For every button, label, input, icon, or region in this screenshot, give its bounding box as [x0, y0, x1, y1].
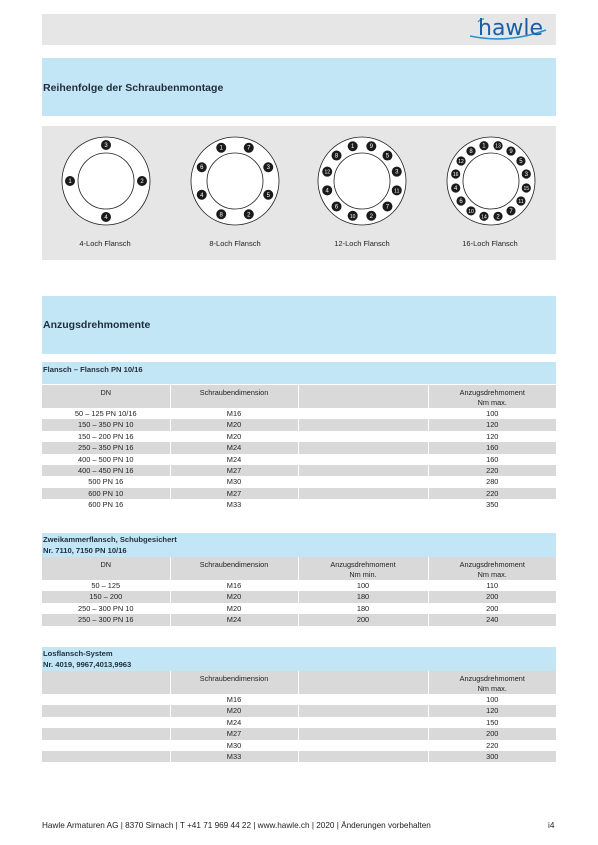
table-cell — [298, 431, 428, 442]
table-cell: 180 — [298, 603, 428, 614]
bolt-number: 5 — [519, 158, 523, 165]
table-cell: 220 — [428, 488, 556, 499]
torque-table-flange — [42, 385, 556, 511]
table-cell: 500 PN 16 — [42, 476, 170, 487]
bolt-number: 4 — [325, 188, 329, 195]
table-row — [42, 454, 556, 465]
table-cell: 110 — [428, 580, 556, 591]
table-row — [42, 488, 556, 499]
table-cell: 50 – 125 — [42, 580, 170, 591]
table-row — [42, 580, 556, 591]
bolt-number: 6 — [459, 199, 463, 206]
bolt-number: 8 — [219, 212, 223, 219]
table-cell: M27 — [170, 728, 298, 739]
table-cell: M20 — [170, 431, 298, 442]
table-row — [42, 465, 556, 476]
bolt-number: 7 — [385, 204, 390, 211]
bolt-number: 9 — [509, 149, 513, 156]
hawle-logo — [468, 16, 550, 42]
bolt-number: 3 — [266, 165, 270, 172]
table-cell — [42, 751, 170, 762]
bolt-number: 2 — [247, 212, 251, 219]
bolt-number: 16 — [452, 171, 459, 178]
table-cell: 240 — [428, 614, 556, 625]
bolt-number: 6 — [200, 165, 204, 172]
table-cell: 400 – 500 PN 10 — [42, 454, 170, 465]
flange-diagrams-panel — [42, 126, 556, 260]
table-cell: 100 — [428, 694, 556, 705]
table-cell: M20 — [170, 705, 298, 716]
table-cell: 150 – 200 PN 16 — [42, 431, 170, 442]
table1-title: Flansch – Flansch PN 10/16 — [43, 365, 143, 374]
table2-title-band — [42, 533, 556, 557]
bolt-number: 6 — [334, 204, 339, 211]
table-cell — [42, 740, 170, 751]
bolt-number: 12 — [324, 169, 331, 176]
table-cell: M24 — [170, 614, 298, 625]
column-header: Anzugsdrehmoment Nm min. — [298, 557, 428, 580]
table-cell: 160 — [428, 454, 556, 465]
table-cell — [42, 694, 170, 705]
column-header: Schraubendimension — [170, 385, 298, 408]
bolt-number: 1 — [219, 145, 223, 152]
footer-text: Hawle Armaturen AG | 8370 Sirnach | T +41 71 969 44 22 | www.hawle.ch | 2020 | Änderungen vorbehalten — [42, 821, 431, 830]
table-cell: 220 — [428, 740, 556, 751]
table-row — [42, 717, 556, 728]
header-bar — [42, 14, 556, 45]
logo-text: hawle — [478, 16, 544, 41]
table-cell: M16 — [170, 580, 298, 591]
table-cell: 50 – 125 PN 10/16 — [42, 408, 170, 419]
bolt-number: 4 — [104, 215, 108, 221]
page-number: i4 — [548, 821, 555, 830]
flange-diagram — [191, 137, 279, 225]
bolt-number: 1 — [68, 179, 72, 185]
table-row — [42, 476, 556, 487]
bolt-number: 7 — [247, 145, 251, 152]
table-cell: 150 — [428, 717, 556, 728]
table-cell: 150 – 200 — [42, 591, 170, 602]
bolt-number: 14 — [481, 214, 487, 221]
table3-title — [43, 648, 131, 670]
table-cell: 100 — [298, 580, 428, 591]
table1-title-band — [42, 362, 556, 384]
table-cell — [298, 442, 428, 453]
table-cell: 200 — [298, 614, 428, 625]
table-cell: 250 – 350 PN 16 — [42, 442, 170, 453]
section-title: Reihenfolge der Schraubenmontage — [43, 82, 224, 94]
flange-bore — [78, 153, 134, 209]
table-cell: M24 — [170, 442, 298, 453]
table-cell — [298, 705, 428, 716]
table-cell: M24 — [170, 454, 298, 465]
torque-table-double-chamber — [42, 557, 556, 626]
bolt-number: 5 — [385, 153, 390, 160]
column-header: Schraubendimension — [170, 671, 298, 694]
section-title: Anzugsdrehmomente — [43, 319, 151, 331]
bolt-number: 7 — [509, 208, 513, 215]
table-cell: 350 — [428, 499, 556, 510]
table-row — [42, 705, 556, 716]
table-cell: 200 — [428, 603, 556, 614]
table-cell: 180 — [298, 591, 428, 602]
table-row — [42, 751, 556, 762]
table-cell: 150 – 350 PN 10 — [42, 419, 170, 430]
table-cell: 280 — [428, 476, 556, 487]
table-row — [42, 431, 556, 442]
table-cell — [298, 454, 428, 465]
table-cell — [298, 694, 428, 705]
table2-title-line1: Zweikammerflansch, Schubgesichert — [43, 535, 177, 544]
table-row — [42, 694, 556, 705]
column-header — [298, 385, 428, 408]
bolt-number: 3 — [524, 171, 528, 178]
bolt-number: 3 — [104, 143, 108, 149]
table-cell — [42, 728, 170, 739]
flange-bore — [463, 153, 519, 209]
bolt-number: 3 — [395, 169, 399, 176]
table-cell: 200 — [428, 591, 556, 602]
bolt-number: 11 — [518, 199, 524, 206]
bolt-number: 9 — [369, 144, 373, 151]
table-cell: 600 PN 10 — [42, 488, 170, 499]
table-cell — [298, 717, 428, 728]
flange-label: 4-Loch Flansch — [79, 239, 131, 248]
table-cell — [42, 705, 170, 716]
table-cell — [298, 476, 428, 487]
column-header — [298, 671, 428, 694]
flange-diagram — [318, 137, 406, 225]
flange-diagram — [447, 137, 535, 225]
table2-title — [43, 534, 177, 556]
bolt-number: 2 — [140, 179, 144, 185]
bolt-number: 15 — [523, 186, 530, 193]
section-band-bolt-order — [42, 58, 556, 116]
table-row — [42, 591, 556, 602]
bolt-number: 2 — [369, 213, 373, 220]
bolt-number: 4 — [454, 186, 458, 193]
table-cell: 100 — [428, 408, 556, 419]
table-cell: M16 — [170, 408, 298, 419]
table-cell — [298, 740, 428, 751]
bolt-number: 13 — [495, 143, 501, 150]
table-cell: 120 — [428, 705, 556, 716]
table-row — [42, 728, 556, 739]
bolt-number: 12 — [458, 158, 464, 165]
flange-label: 12-Loch Flansch — [334, 239, 390, 248]
table-cell: M33 — [170, 499, 298, 510]
table-row — [42, 442, 556, 453]
table-cell: 250 – 300 PN 16 — [42, 614, 170, 625]
table-cell: M33 — [170, 751, 298, 762]
flange-diagram — [62, 137, 150, 225]
flange-label: 8-Loch Flansch — [209, 239, 261, 248]
bolt-number: 4 — [200, 192, 204, 199]
column-header: DN — [42, 385, 170, 408]
flange-bore — [334, 153, 390, 209]
table-cell — [298, 751, 428, 762]
bolt-number: 11 — [394, 188, 400, 195]
table-cell — [42, 717, 170, 728]
table-cell: M30 — [170, 476, 298, 487]
table3-title-line2: Nr. 4019, 9967,4013,9963 — [43, 660, 132, 669]
bolt-number: 10 — [468, 208, 474, 215]
table-cell: M24 — [170, 717, 298, 728]
bolt-number: 5 — [266, 192, 270, 199]
table-cell: 250 – 300 PN 10 — [42, 603, 170, 614]
table-cell — [298, 419, 428, 430]
table-cell: M27 — [170, 465, 298, 476]
table-cell: 400 – 450 PN 16 — [42, 465, 170, 476]
table-cell — [298, 488, 428, 499]
flange-bore — [207, 153, 263, 209]
table-cell: 600 PN 16 — [42, 499, 170, 510]
table-cell: 120 — [428, 431, 556, 442]
bolt-number: 2 — [496, 214, 500, 221]
table-cell — [298, 408, 428, 419]
table-cell: M16 — [170, 694, 298, 705]
bolt-number: 8 — [334, 153, 339, 160]
table-row — [42, 614, 556, 625]
table-cell: M20 — [170, 419, 298, 430]
table-cell: 220 — [428, 465, 556, 476]
table-cell: 200 — [428, 728, 556, 739]
table-cell — [298, 499, 428, 510]
table-row — [42, 419, 556, 430]
column-header: DN — [42, 557, 170, 580]
bolt-number: 1 — [351, 144, 355, 151]
column-header: Anzugsdrehmoment Nm max. — [428, 557, 556, 580]
table-row — [42, 740, 556, 751]
table-cell: M20 — [170, 603, 298, 614]
section-band-torque — [42, 296, 556, 354]
table-cell — [298, 465, 428, 476]
table-cell: 300 — [428, 751, 556, 762]
table3-title-band — [42, 647, 556, 671]
table3-title-line1: Losflansch-System — [43, 649, 113, 658]
table-row — [42, 408, 556, 419]
table-cell: M20 — [170, 591, 298, 602]
table-cell: M30 — [170, 740, 298, 751]
table-row — [42, 603, 556, 614]
bolt-number: 8 — [469, 149, 473, 156]
table-cell: 120 — [428, 419, 556, 430]
table-cell: 160 — [428, 442, 556, 453]
column-header: Anzugsdrehmoment Nm max. — [428, 671, 556, 694]
table-cell: M27 — [170, 488, 298, 499]
bolt-number: 10 — [349, 213, 356, 220]
table-cell — [298, 728, 428, 739]
flange-label: 16-Loch Flansch — [462, 239, 518, 248]
column-header: Schraubendimension — [170, 557, 298, 580]
column-header: Anzugsdrehmoment Nm max. — [428, 385, 556, 408]
bolt-number: 1 — [482, 143, 486, 150]
table-row — [42, 499, 556, 510]
torque-table-loose-flange — [42, 671, 556, 762]
column-header — [42, 671, 170, 694]
table2-title-line2: Nr. 7110, 7150 PN 10/16 — [43, 546, 127, 555]
